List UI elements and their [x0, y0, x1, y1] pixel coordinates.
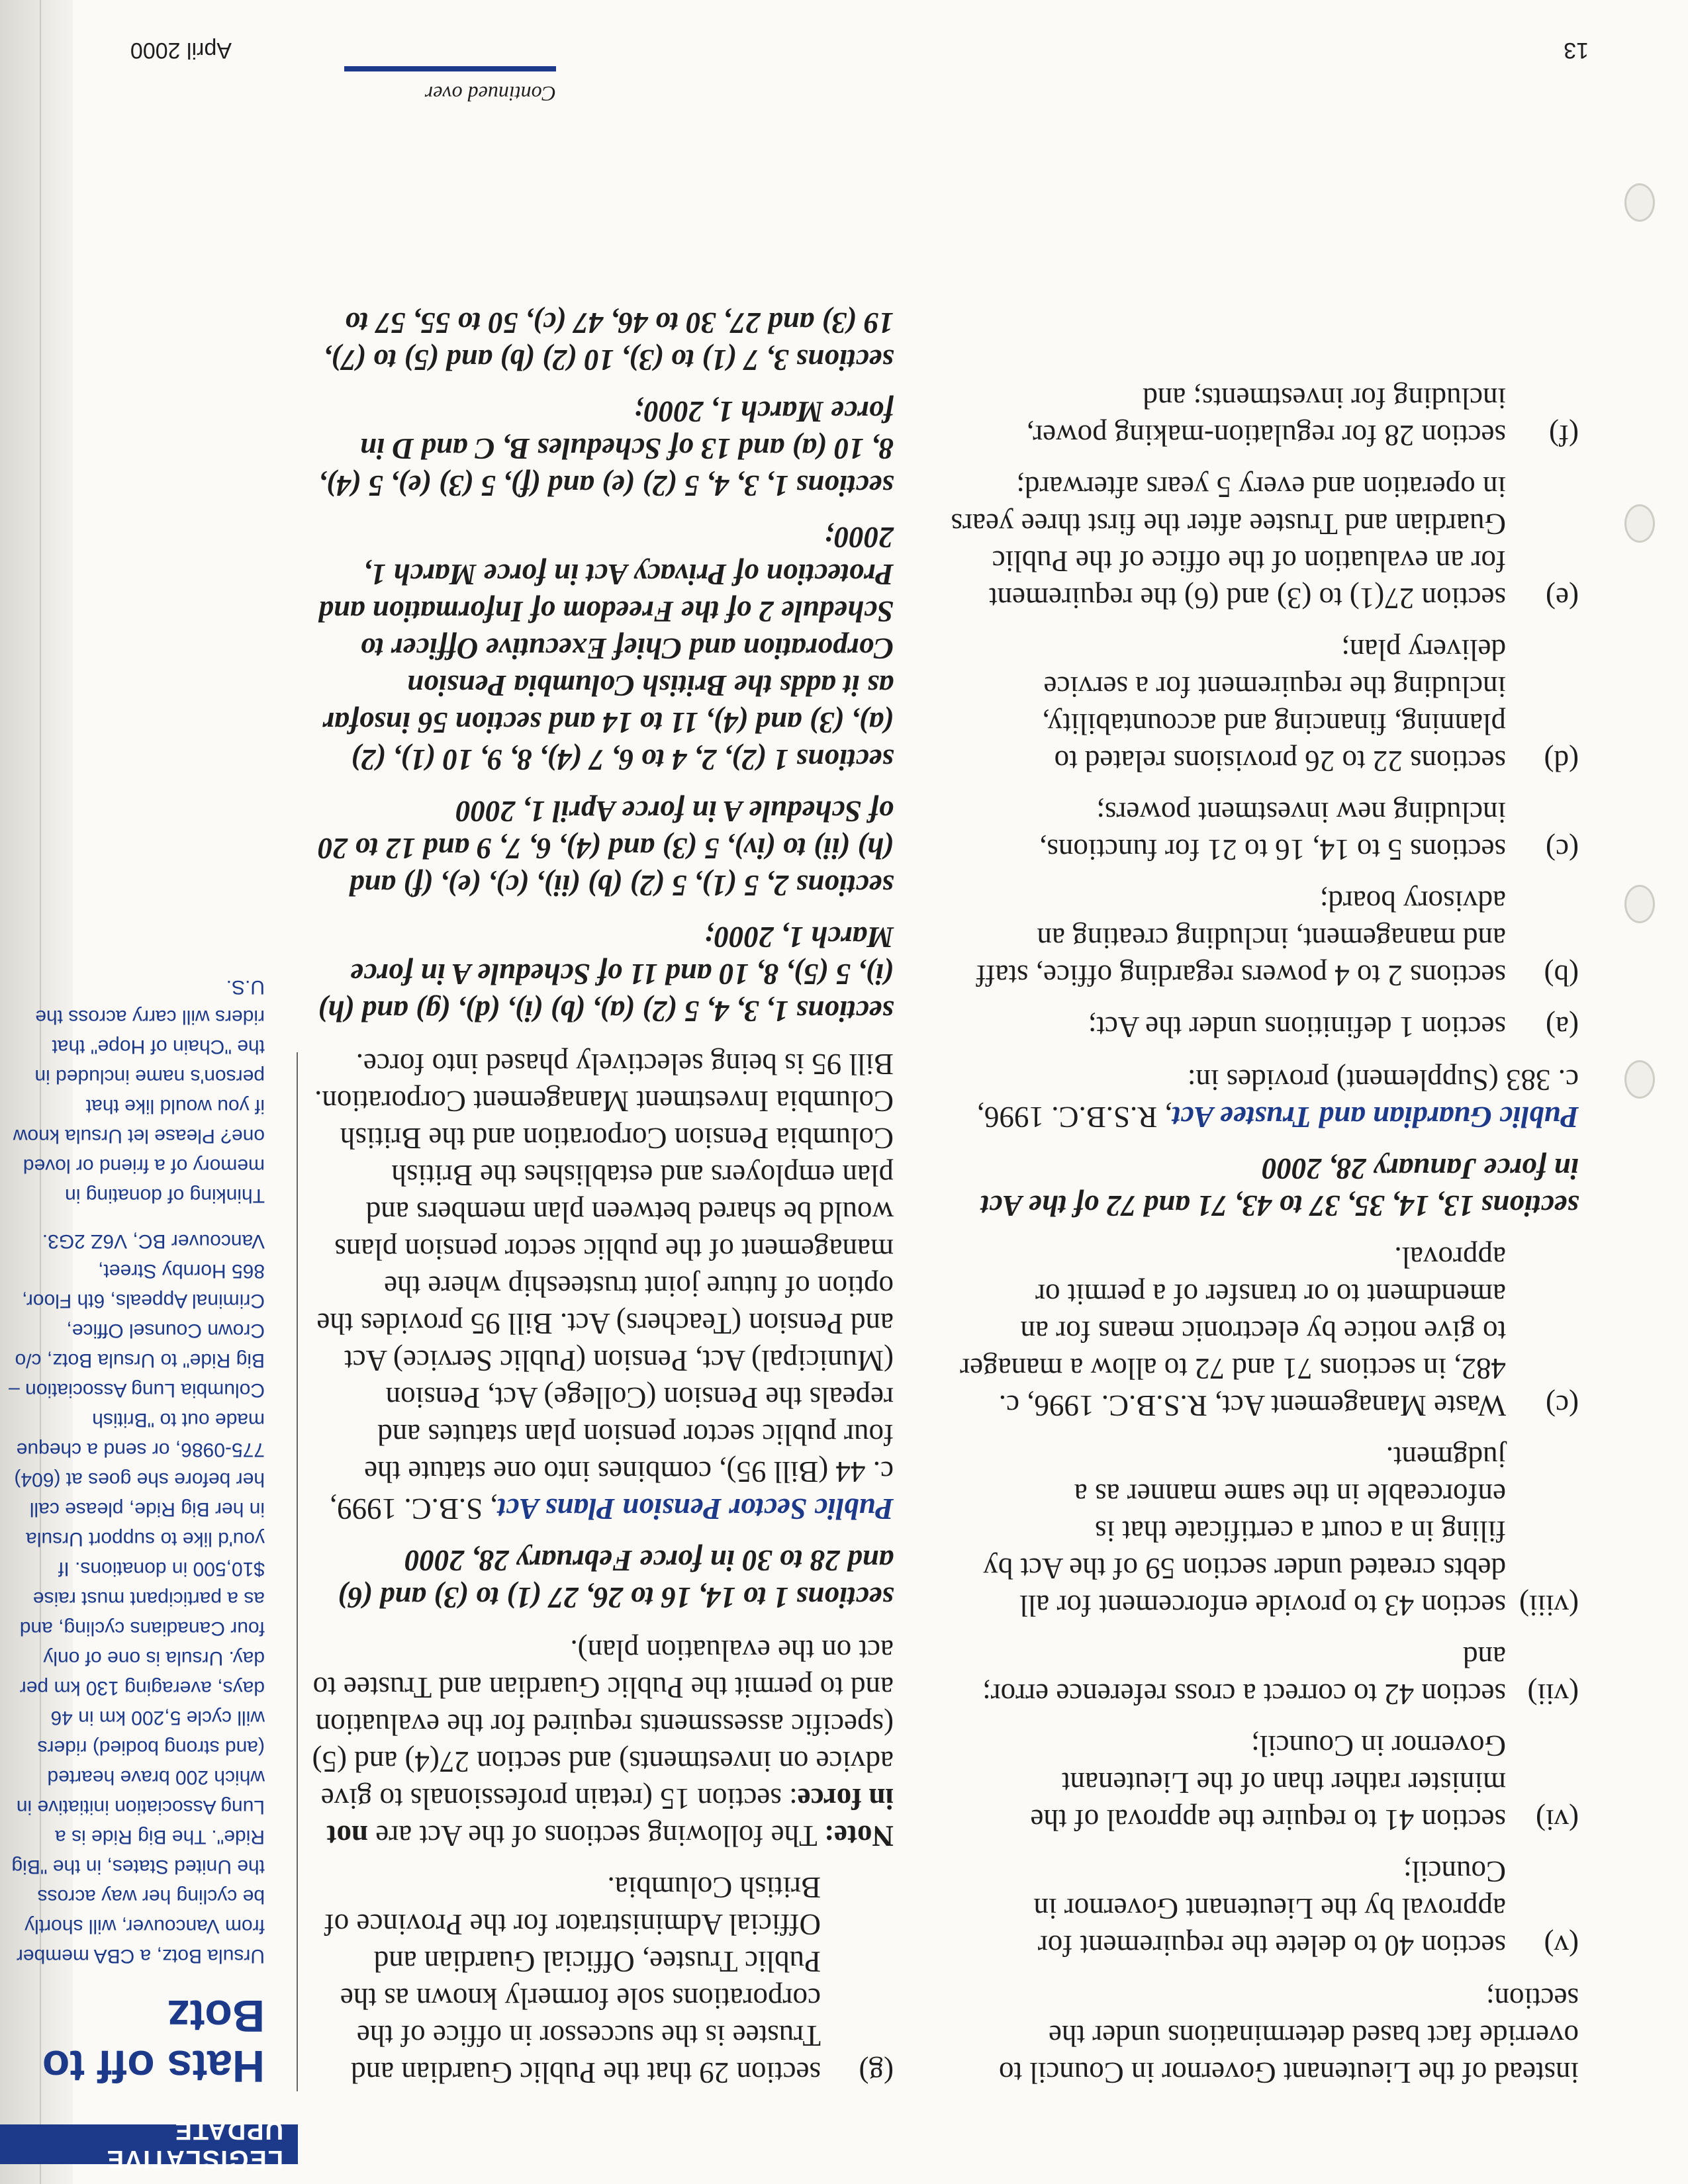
continued-paragraph: instead of the Lieutenant Governor in Council to override fact based determinations under the section; [998, 1982, 1579, 2089]
column-rule [297, 1052, 298, 2091]
act-citation: , R.S.B.C. 1996, c. 383 (Supplement) provides in: [976, 1064, 1579, 1134]
item-label: (f) [1549, 419, 1579, 452]
in-force-heading: sections 1 to 14, 16 to 26, 27 (1) to (3) and (6) and 28 to 30 in force February 28, 2000 [338, 1544, 894, 1614]
provision-list [950, 380, 1579, 1046]
page-number: 13 [1564, 38, 1589, 63]
item-label: (v) [1544, 1929, 1579, 1962]
in-force-heading: sections 1, 3, 4, 5 (2) (e) and (f), 5 (3) (e), 5 (4), 8, 10 (a) and 13 of Schedules B, C and D in force March 1, 2000; [318, 395, 894, 502]
item-label: (b) [1544, 959, 1579, 992]
list-item [950, 1239, 1579, 1424]
continued-rule [344, 66, 556, 71]
pension-act-paragraph [311, 1046, 894, 1527]
in-force-heading: sections 1, 3, 4, 5 (2) (a), (b) (i), (d), (g) and (h) (i), 5 (5), 8, 10 and 11 of Schedule A in force March 1, 2000; [318, 921, 894, 1028]
sidebar [7, 956, 265, 2091]
item-text: sections 5 to 14, 16 to 21 for functions, including new investment powers; [1039, 796, 1506, 866]
punch-hole [1624, 183, 1655, 222]
note-paragraph [311, 1632, 894, 1854]
sidebar-title: Hats off to Botz [42, 1991, 265, 2091]
item-text: Waste Management Act, R.S.B.C. 1996, c. 482, in sections 71 and 72 to allow a manager to give notice by electronic means for an amendment to or transfer of a permit or approval. [960, 1241, 1506, 1422]
item-text: section 42 to correct a cross reference error; and [982, 1641, 1506, 1711]
in-force-heading: sections 3, 7 (1) to (3), 10 (2) (b) and (5) to (7), 19 (3) and 27, 30 to 46, 47 (c), 50 to 55, 57 to [323, 306, 894, 377]
in-force-heading: sections 13, 14, 35, 37 to 43, 71 and 72 of the Act in force January 28, 2000 [980, 1152, 1579, 1222]
punch-hole [1624, 504, 1655, 543]
act-intro [950, 1062, 1579, 1136]
note-text: The following sections of the Act are [368, 1819, 825, 1852]
item-label: (a) [1546, 1011, 1579, 1044]
item-label: (g) [859, 2056, 894, 2089]
act-body: , S.B.C. 1999, c. 44 (Bill 95), combines into one statute the four public sector pension plan statutes and repeals the Pension (College) Act, Pension (Municipal) Act, Pension (Public Service) Act and Pension (Teachers) Act. Bill 95 provides the option of future joint trusteeship where the management of the public sector pension plans would be shared between plan members and plan employers and establishes the British Columbia Pension Corporation and the British Columbia Investment Management Corporation. Bill 95 is being selectively phased into force. [314, 1048, 894, 1525]
item-label: (vii) [1527, 1678, 1579, 1711]
item-text: section 28 for regulation-making power, including for investments; and [1026, 382, 1506, 452]
list-item [950, 1853, 1579, 1964]
item-text: section 40 to delete the requirement for approval by the Lieutenant Governor in Council; [1033, 1855, 1506, 1962]
note-text: : section 15 (retain professionals to give advice on investments) and section 27(4) and (5) (specific assessments required for the evaluation and to permit the Public Guardian and Trustee to act on the evaluation plan). [312, 1634, 894, 1815]
item-label: (d) [1544, 745, 1579, 778]
in-force-heading: sections 1 (2), 2, 4 to 6, 7 (4), 8, 9, 10 (1), (2) (a), (3) and (4), 11 to 14 and section 56 insofar as it adds the British Columbia Pension Corporation and Chief Executive Officer to Schedule 2 of the Freedom of Information and Protection of Privacy Act in force March 1, 2000; [318, 521, 894, 776]
middle-column [311, 290, 894, 2091]
continued-over-label: Continued over [424, 82, 556, 106]
item-text: section 29 that the Public Guardian and Trustee is the successor in office of the corporations sole formerly known as the Public Trustee, Official Guardian and Official Administrator for the Province of British Columbia. [324, 1871, 821, 2089]
item-label: (vi) [1536, 1803, 1579, 1837]
item-text: sections 22 to 26 provisions related to planning, financing and accountability, including the requirement for a service delivery plan; [1042, 633, 1506, 778]
sidebar-paragraph: Ursula Botz, a CBA member from Vancouver, will shortly be cycling her way across the United States, in the "Big Ride". The Big Ride is a Lung Association initiative in which 200 brave hearted (and strong bodied) riders will cycle 5,200 km in 46 days, averaging 130 km per day. Ursula is one of only four Canadians cycling, and as a participant must raise $10,500 in donations. If you'd like to support Ursula in her Big Ride, please call her before she goes at (604) 775-0986, or send a cheque made out to "British Columbia Lung Association – Big Ride" to Ursula Botz, c/o Crown Counsel Office, Criminal Appeals, 6th Floor, 865 Hornby Street, Vancouver BC, V6Z 2G3. [9, 1230, 265, 1967]
list-item [950, 1009, 1579, 1046]
list-item [950, 794, 1579, 868]
item-label: (c) [1546, 833, 1579, 866]
list-item [950, 469, 1579, 617]
list-item [950, 1727, 1579, 1839]
item-text: section 43 to provide enforcement for all debts created under section 59 of the Act by filing in a court a certificate that is enforceable in the same manner as a judgment. [983, 1441, 1506, 1622]
item-text: sections 2 to 4 powers regarding office, staff and management, including creating an advisory board; [976, 885, 1506, 992]
section-banner: LEGISLATIVE UPDATE [0, 2124, 298, 2164]
left-column [950, 365, 1579, 2091]
act-title: Public Sector Pension Plans Act [497, 1492, 894, 1525]
item-text: section 41 to require the approval of the minister rather than of the Lieutenant Governor in Council; [1030, 1729, 1506, 1837]
amendment-list [950, 1239, 1579, 1964]
list-item [311, 1869, 894, 2091]
issue-date: April 2000 [130, 38, 232, 63]
act-title: Public Guardian and Trustee Act [1172, 1101, 1579, 1134]
item-text: section 1 definitions under the Act; [1088, 1011, 1506, 1044]
list-item [950, 1439, 1579, 1624]
item-label: (viii) [1519, 1589, 1579, 1622]
item-label: (c) [1546, 1389, 1579, 1422]
list-item [950, 631, 1579, 780]
punch-hole [1624, 885, 1655, 923]
sidebar-paragraph: Thinking of donating in memory of a friend or loved one? Please let Ursula know if you would like that person's name included in the "Chain of Hope" that riders will carry across the U.S. [13, 976, 265, 1206]
note-emphasis: not in force [326, 1782, 894, 1852]
note-label: Note: [824, 1819, 894, 1852]
item-text: section 27(1) to (3) and (6) the requirement for an evaluation of the office of the Public Guardian and Trustee after the first three years in operation and every 5 years afterward; [951, 471, 1506, 615]
item-label: (e) [1546, 582, 1579, 615]
list-item [950, 883, 1579, 994]
in-force-heading: sections 2, 5 (1), 5 (2) (b) (ii), (c), (e), (f) and (h) (ii) to (iv), 5 (3) and (4), 6, 7, 9 and 12 to 20 of Schedule A in force April 1, 2000 [318, 795, 894, 902]
list-item [950, 1639, 1579, 1713]
punch-hole [1624, 1060, 1655, 1099]
list-item [950, 380, 1579, 454]
